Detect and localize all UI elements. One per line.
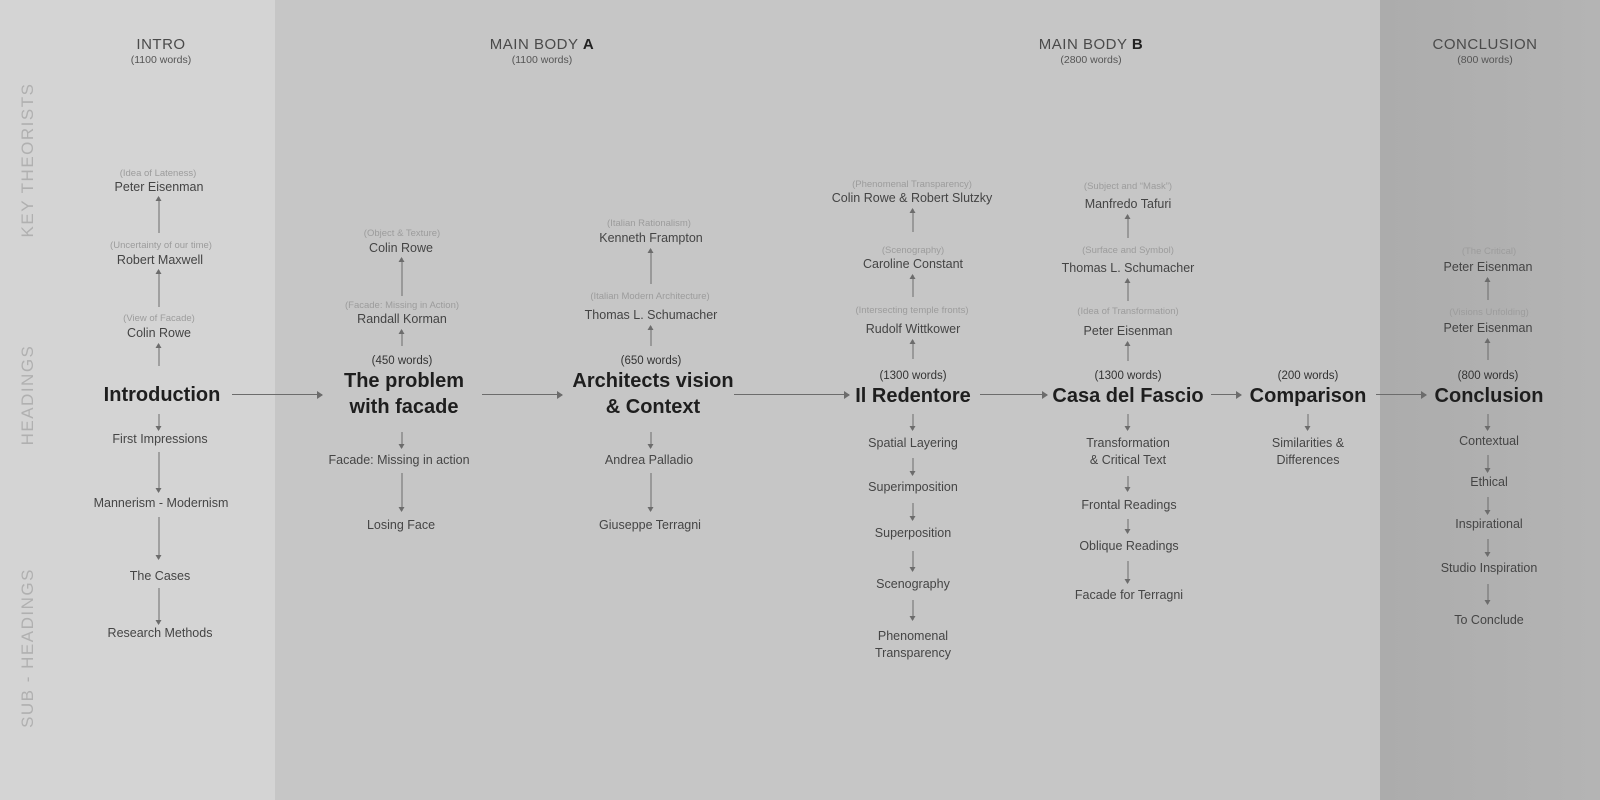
subheading [1086, 435, 1170, 469]
arrow-down [1488, 497, 1489, 514]
arrow-up [159, 197, 160, 233]
theorist-caption: (View of Facade) [123, 313, 195, 324]
theorist-name: Colin Rowe [369, 241, 433, 255]
word-count: (1300 words) [1094, 370, 1162, 382]
theorist-name: Peter Eisenman [1443, 321, 1533, 335]
section-letter: A [582, 36, 595, 53]
arrow-down [1128, 414, 1129, 430]
arrow-down [913, 414, 914, 430]
arrow-down [402, 473, 403, 511]
word-count: (450 words) [371, 355, 433, 367]
theorist-name: Thomas L. Schumacher [1061, 261, 1195, 275]
section-title: INTRO [136, 36, 186, 53]
subheading [875, 628, 951, 662]
subheading-line: Transformation [1086, 436, 1170, 450]
arrow-up [159, 270, 160, 307]
flow-arrow [980, 394, 1047, 395]
section-title: MAIN BODY [489, 36, 583, 53]
subheading: Andrea Palladio [604, 453, 694, 467]
word-count: (200 words) [1277, 370, 1339, 382]
arrow-up [402, 330, 403, 346]
theorist-name: Kenneth Frampton [599, 231, 703, 245]
heading-line: with facade [349, 396, 459, 419]
theorist-name: Peter Eisenman [114, 180, 204, 194]
subheading: Inspirational [1455, 517, 1523, 531]
theorist-caption: (Italian Rationalism) [607, 218, 691, 229]
arrow-down [651, 473, 652, 511]
arrow-up [651, 249, 652, 284]
arrow-up [1488, 278, 1489, 300]
arrow-down [913, 503, 914, 520]
arrow-up [913, 209, 914, 232]
section-title: CONCLUSION [1432, 36, 1538, 53]
subheading: Scenography [876, 577, 950, 591]
theorist-name: Robert Maxwell [116, 253, 204, 267]
heading-il-redentore: Il Redentore [855, 385, 971, 407]
subheading: Facade: Missing in action [328, 453, 470, 467]
subheading: Facade for Terragni [1074, 588, 1184, 602]
subheading: Superposition [874, 526, 952, 540]
theorist-name: Colin Rowe [127, 326, 191, 340]
subheading: Studio Inspiration [1440, 561, 1538, 575]
arrow-down [159, 517, 160, 559]
heading-line: & Context [605, 396, 701, 419]
theorist-caption: (Scenography) [881, 245, 945, 256]
subheading-line: Transparency [875, 645, 951, 660]
theorist-caption: (Uncertainty of our time) [110, 240, 212, 251]
flow-arrow [232, 394, 322, 395]
theorist-caption: (Visions Unfolding) [1449, 307, 1529, 318]
heading-line: Architects vision [572, 370, 734, 392]
section-word-count: (2800 words) [1060, 54, 1122, 66]
theorist-name: Manfredo Tafuri [1084, 197, 1172, 211]
subheading: Oblique Readings [1079, 539, 1179, 553]
subheading-line: & Critical Text [1089, 452, 1167, 467]
theorist-caption: (Subject and “Mask”) [1083, 181, 1173, 192]
arrow-up [651, 326, 652, 346]
section-header-conclusion [1432, 36, 1537, 66]
arrow-up [913, 275, 914, 297]
side-label-key-theorists: KEY THEORISTS [18, 82, 37, 238]
section-header-intro [131, 36, 192, 66]
theorist-caption: (Italian Modern Architecture) [590, 291, 710, 302]
theorist-caption: (Idea of Transformation) [1077, 306, 1179, 317]
subheading-line: Similarities & [1271, 436, 1345, 450]
theorist-name: Colin Rowe & Robert Slutzky [831, 191, 993, 205]
subheading-line: Differences [1276, 452, 1340, 467]
theorist-caption: (Facade: Missing in Action) [344, 300, 460, 311]
subheading: Spatial Layering [868, 436, 958, 450]
arrow-up [1488, 339, 1489, 360]
section-word-count: (1100 words) [130, 54, 192, 66]
side-label-headings: HEADINGS [18, 344, 37, 446]
arrow-down [1128, 476, 1129, 491]
subheading-line: Phenomenal [877, 629, 949, 643]
theorist-name: Caroline Constant [862, 257, 964, 271]
flow-arrow [482, 394, 562, 395]
word-count: (1300 words) [879, 370, 947, 382]
heading-architects-vision [572, 368, 733, 421]
arrow-up [402, 258, 403, 296]
flow-arrow [1376, 394, 1426, 395]
heading-line: The problem [343, 370, 465, 392]
arrow-down [1308, 414, 1309, 430]
theorist-name: Randall Korman [357, 312, 447, 326]
arrow-up [1128, 342, 1129, 361]
subheading: Superimposition [868, 480, 958, 494]
arrow-down [1128, 561, 1129, 583]
arrow-up [1128, 279, 1129, 301]
arrow-down [1488, 414, 1489, 430]
arrow-down [651, 432, 652, 448]
arrow-down [1488, 455, 1489, 472]
arrow-down [402, 432, 403, 448]
heading-conclusion: Conclusion [1434, 385, 1544, 407]
heading-comparison: Comparison [1249, 385, 1367, 407]
subheading: Contextual [1459, 434, 1519, 448]
arrow-down [159, 452, 160, 492]
heading-problem-with-facade [344, 368, 464, 421]
arrow-down [913, 458, 914, 475]
theorist-caption: (Object & Texture) [363, 228, 441, 239]
subheading: The Cases [129, 569, 191, 583]
subheading: First Impressions [112, 432, 208, 446]
arrow-up [159, 344, 160, 366]
word-count: (800 words) [1457, 370, 1519, 382]
subheading: Frontal Readings [1081, 498, 1177, 512]
arrow-down [1488, 584, 1489, 604]
word-count: (650 words) [620, 355, 682, 367]
flow-arrow [734, 394, 849, 395]
arrow-up [1128, 215, 1129, 238]
theorist-name: Peter Eisenman [1083, 324, 1173, 338]
heading-casa-del-fascio: Casa del Fascio [1052, 385, 1204, 407]
subheading: Mannerism - Modernism [93, 496, 229, 510]
subheading [1272, 435, 1344, 469]
subheading: Ethical [1470, 475, 1508, 489]
theorist-caption: (Idea of Lateness) [119, 168, 197, 179]
side-label-sub-headings: SUB - HEADINGS [18, 568, 37, 728]
subheading: Research Methods [107, 626, 213, 640]
subheading: Losing Face [366, 518, 436, 532]
section-letter: B [1131, 36, 1144, 53]
flow-arrow [1211, 394, 1241, 395]
arrow-up [913, 340, 914, 359]
arrow-down [913, 600, 914, 620]
theorist-name: Peter Eisenman [1443, 260, 1533, 274]
theorist-caption: (Intersecting temple fronts) [855, 305, 969, 316]
arrow-down [913, 551, 914, 571]
theorist-name: Rudolf Wittkower [865, 322, 961, 336]
section-header-main-a [490, 36, 594, 66]
theorist-caption: (Surface and Symbol) [1082, 245, 1174, 256]
theorist-caption: (The Critical) [1461, 246, 1517, 257]
subheading: To Conclude [1454, 613, 1524, 627]
arrow-down [1488, 539, 1489, 556]
arrow-down [1128, 519, 1129, 533]
subheading: Giuseppe Terragni [599, 518, 701, 532]
section-header-main-b [1039, 36, 1143, 66]
arrow-down [159, 414, 160, 430]
heading-introduction: Introduction [103, 384, 221, 406]
section-word-count: (800 words) [1457, 54, 1513, 66]
arrow-down [159, 588, 160, 624]
section-word-count: (1100 words) [511, 54, 573, 66]
section-title: MAIN BODY [1038, 36, 1132, 53]
theorist-caption: (Phenomenal Transparency) [852, 179, 972, 190]
theorist-name: Thomas L. Schumacher [584, 308, 718, 322]
